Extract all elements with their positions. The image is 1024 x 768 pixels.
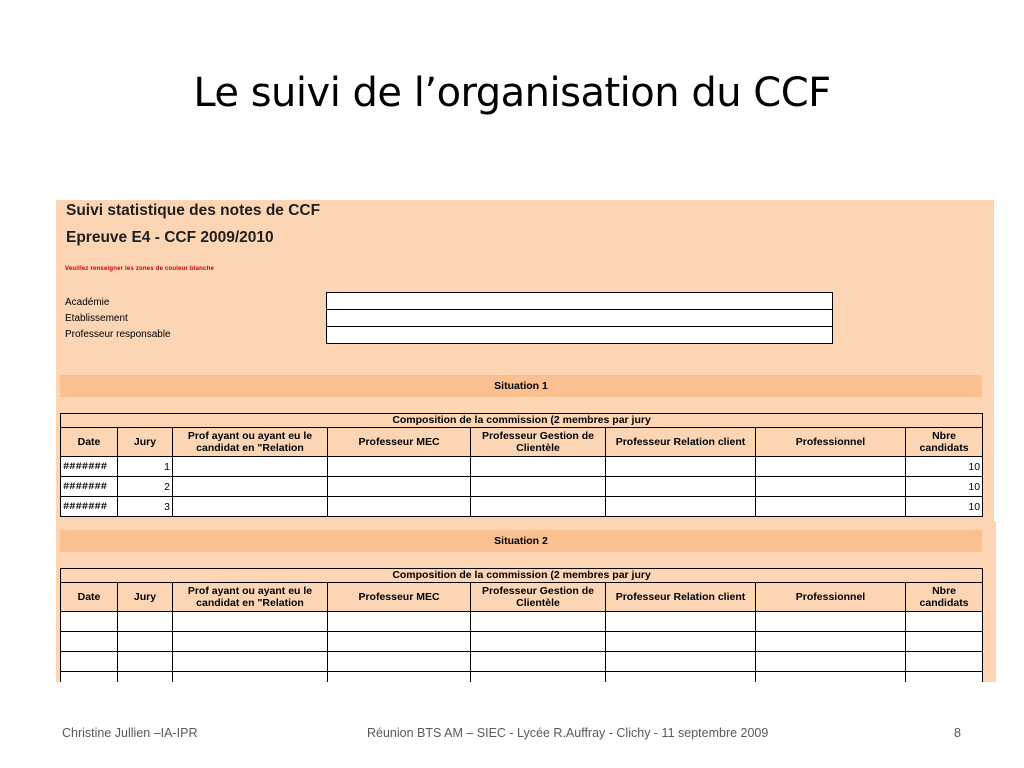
cell-date[interactable]: ####### — [61, 457, 118, 477]
header-date: Date — [61, 583, 118, 612]
cell-empty[interactable] — [471, 632, 606, 652]
situation1-band: Situation 1 — [60, 375, 982, 397]
situation1-caption: Composition de la commission (2 membres par jury — [61, 414, 983, 428]
cell-empty[interactable] — [606, 672, 756, 683]
slide-title: Le suivi de l’organisation du CCF — [193, 70, 831, 116]
header-prof-relation: Prof ayant ou ayant eu le candidat en "Relation — [173, 428, 328, 457]
cell-empty[interactable] — [906, 652, 983, 672]
header-date: Date — [61, 428, 118, 457]
cell-date[interactable]: ####### — [61, 477, 118, 497]
cell-empty[interactable] — [328, 672, 471, 683]
cell-empty[interactable] — [756, 672, 906, 683]
cell-empty[interactable] — [906, 612, 983, 632]
header-nbre-candidats: Nbre candidats — [906, 428, 983, 457]
cell-empty[interactable] — [471, 612, 606, 632]
cell-empty[interactable] — [906, 672, 983, 683]
sheet-title: Suivi statistique des notes de CCF — [66, 202, 321, 219]
cell-empty[interactable] — [61, 672, 118, 683]
cell-empty[interactable] — [328, 652, 471, 672]
situation2-table — [60, 568, 983, 682]
cell-empty[interactable] — [173, 632, 328, 652]
cell-empty[interactable] — [606, 632, 756, 652]
cell-empty[interactable] — [756, 652, 906, 672]
header-nbre-candidats: Nbre candidats — [906, 583, 983, 612]
footer-page-number: 8 — [954, 726, 961, 740]
table-row — [61, 672, 983, 683]
header-jury: Jury — [118, 428, 173, 457]
cell-empty[interactable] — [118, 632, 173, 652]
footer-event: Réunion BTS AM – SIEC - Lycée R.Auffray - Clichy - 11 septembre 2009 — [367, 726, 769, 740]
cell-jury[interactable]: 3 — [118, 497, 173, 517]
cell-empty[interactable] — [906, 632, 983, 652]
cell-empty[interactable] — [756, 632, 906, 652]
cell-empty[interactable] — [118, 612, 173, 632]
header-prof-relation: Prof ayant ou ayant eu le candidat en "Relation — [173, 583, 328, 612]
cell-empty[interactable] — [328, 612, 471, 632]
header-prof-gestion: Professeur Gestion de Clientèle — [471, 428, 606, 457]
field-label-etablissement: Etablissement — [65, 313, 128, 324]
cell-empty[interactable] — [118, 672, 173, 683]
table-row — [61, 632, 983, 652]
header-professionnel: Professionnel — [756, 428, 906, 457]
cell-empty[interactable] — [173, 652, 328, 672]
cell-empty[interactable] — [61, 612, 118, 632]
cell-empty[interactable] — [118, 652, 173, 672]
header-prof-relation-client: Professeur Relation client — [606, 583, 756, 612]
cell-candidats[interactable]: 10 — [906, 457, 983, 477]
cell-empty[interactable] — [471, 652, 606, 672]
header-prof-mec: Professeur MEC — [328, 583, 471, 612]
cell-empty[interactable] — [61, 632, 118, 652]
cell-empty[interactable] — [61, 652, 118, 672]
cell-candidats[interactable]: 10 — [906, 477, 983, 497]
header-prof-mec: Professeur MEC — [328, 428, 471, 457]
cell-empty[interactable] — [173, 612, 328, 632]
field-label-professeur: Professeur responsable — [65, 329, 171, 340]
situation2-caption: Composition de la commission (2 membres par jury — [61, 569, 983, 583]
header-professionnel: Professionnel — [756, 583, 906, 612]
header-jury: Jury — [118, 583, 173, 612]
cell-empty[interactable] — [173, 672, 328, 683]
instruction-text: Veuillez renseigner les zones de couleur blanche — [65, 266, 214, 272]
cell-candidats[interactable]: 10 — [906, 497, 983, 517]
cell-date[interactable]: ####### — [61, 497, 118, 517]
footer-author: Christine Jullien –IA-IPR — [62, 726, 198, 740]
table-row — [61, 612, 983, 632]
cell-empty[interactable] — [328, 632, 471, 652]
sheet-subtitle: Epreuve E4 - CCF 2009/2010 — [66, 229, 274, 246]
field-label-academie: Académie — [65, 297, 110, 308]
header-prof-relation-client: Professeur Relation client — [606, 428, 756, 457]
situation2-band: Situation 2 — [60, 530, 982, 552]
cell-empty[interactable] — [471, 672, 606, 683]
cell-jury[interactable]: 1 — [118, 457, 173, 477]
cell-empty[interactable] — [756, 612, 906, 632]
header-prof-gestion: Professeur Gestion de Clientèle — [471, 583, 606, 612]
cell-empty[interactable] — [606, 652, 756, 672]
cell-empty[interactable] — [606, 612, 756, 632]
table-row — [61, 652, 983, 672]
cell-jury[interactable]: 2 — [118, 477, 173, 497]
